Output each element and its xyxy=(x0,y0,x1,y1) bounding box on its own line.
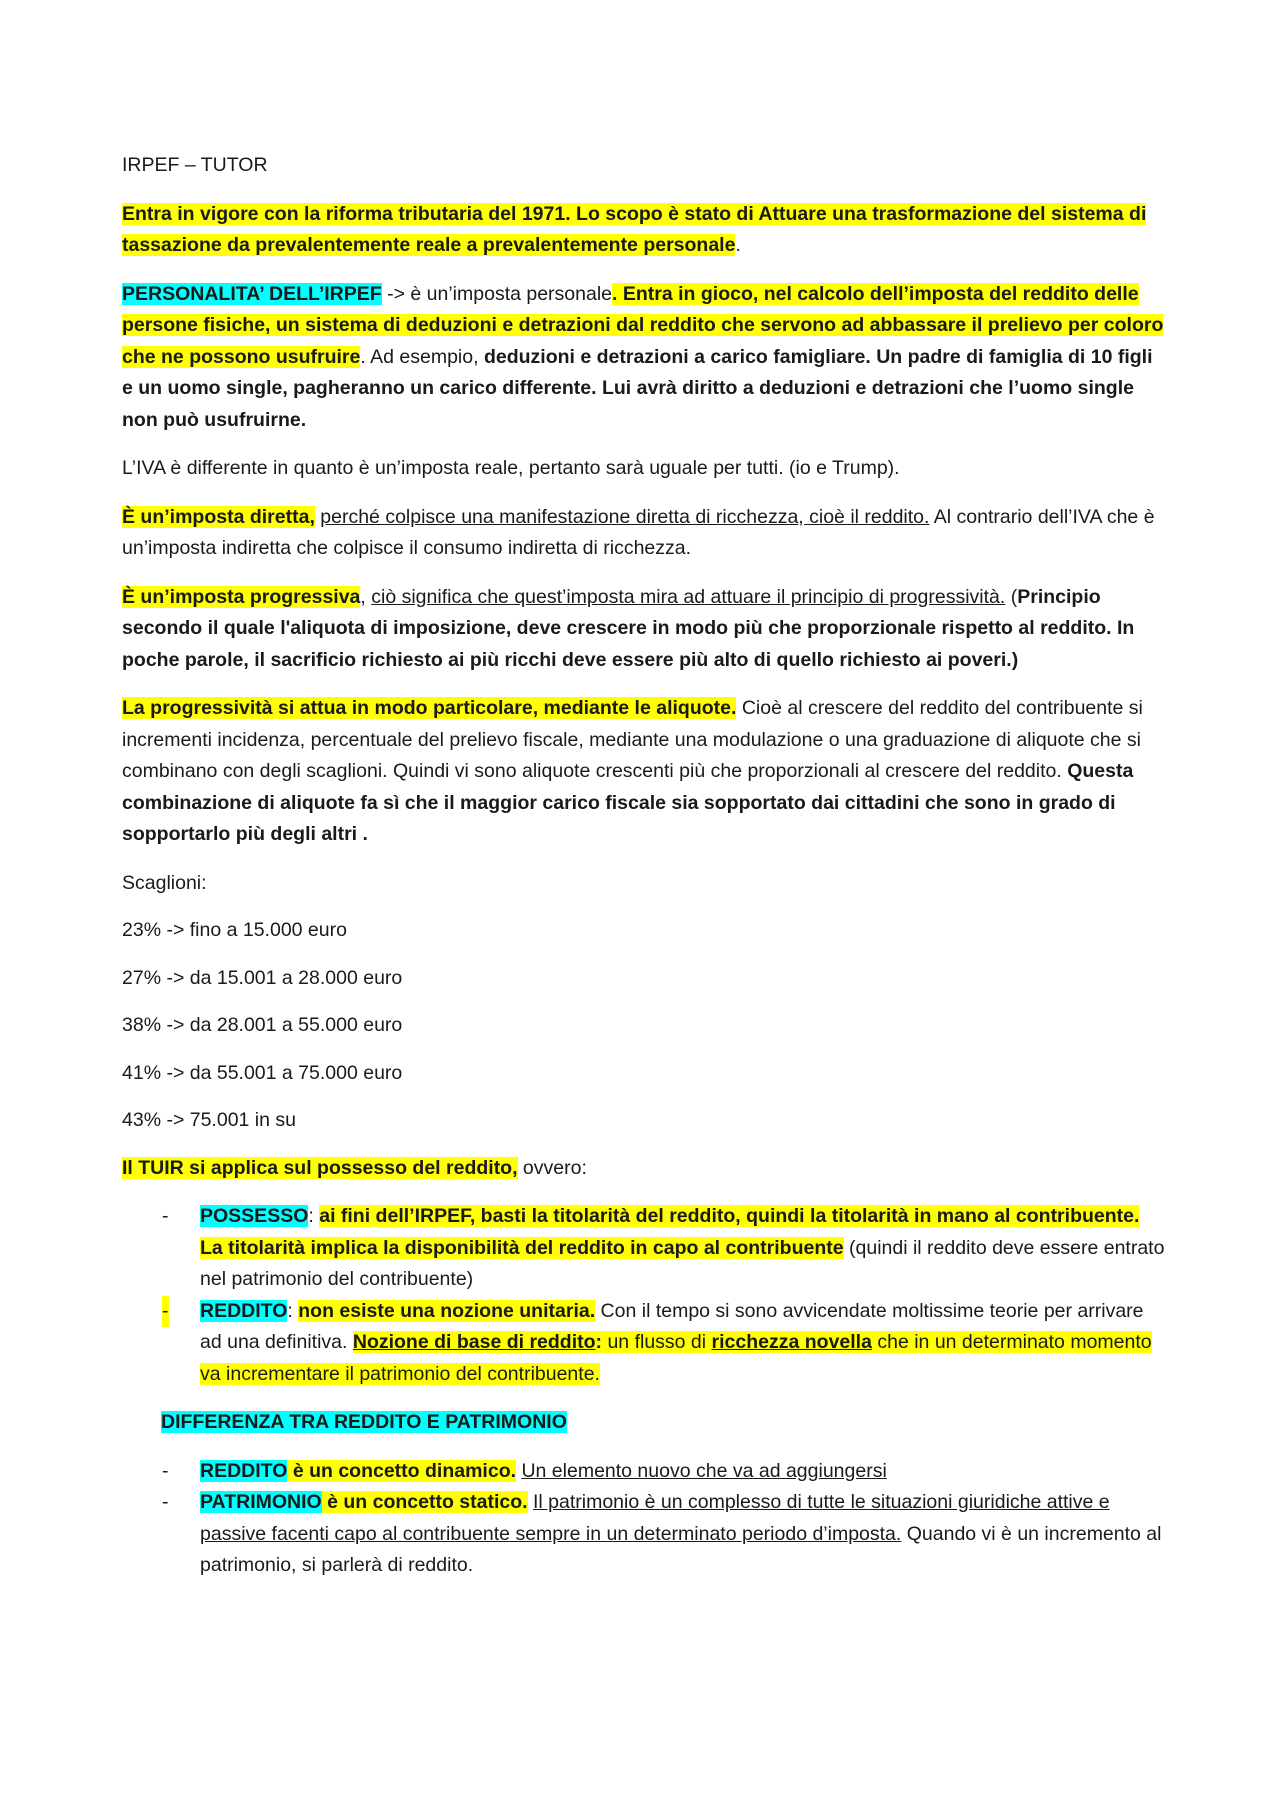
highlight-aliquote: La progressività si attua in modo particolare, mediante le aliquote. xyxy=(122,697,737,719)
paragraph-riforma xyxy=(122,199,1167,262)
label-patrimonio: PATRIMONIO xyxy=(200,1491,322,1513)
text-paren: ( xyxy=(1005,585,1018,608)
dash-marker: - xyxy=(162,1491,169,1513)
dash-marker: - xyxy=(162,1459,169,1482)
highlight-flusso: un flusso di xyxy=(602,1331,712,1353)
label-reddito: REDDITO xyxy=(200,1299,288,1322)
highlight-tuir: Il TUIR si applica sul possesso del reddito, xyxy=(122,1156,518,1179)
text-incremento-patrimonio: Quando vi è un incremento al patrimonio, si parlerà di reddito. xyxy=(200,1522,1162,1576)
label-possesso: POSSESSO xyxy=(200,1205,309,1227)
list-item-possesso xyxy=(122,1201,1167,1296)
highlight-deduzioni: . Entra in gioco, nel calcolo dell’imposta del reddito delle persone fisiche, un sistema di deduzioni e detrazioni dal reddito che servono ad abbassare il prelievo per coloro che ne possono usufruire xyxy=(122,282,1164,368)
highlight-nozione-base: Nozione di base di reddito xyxy=(352,1331,596,1353)
paragraph-diretta xyxy=(122,502,1167,565)
list-item-reddito xyxy=(122,1296,1167,1391)
text-patrimonio-entrato: (quindi il reddito deve essere entrato nel patrimonio del contribuente) xyxy=(200,1236,1165,1290)
list-reddito-patrimonio xyxy=(122,1456,1167,1582)
bold-carico-famigliare: deduzioni e detrazioni a carico famigliare. Un padre di famiglia di 10 figli e un uomo single, pagheranno un carico differente. Lui avrà diritto a deduzioni e detrazioni che l’uomo single non può usufruirne. xyxy=(122,345,1153,431)
dash-marker: - xyxy=(162,1296,169,1328)
text-comma: , xyxy=(360,585,372,608)
scaglione-item: 23% -> fino a 15.000 euro xyxy=(122,919,347,941)
document-title: IRPEF – TUTOR xyxy=(122,154,268,176)
underline-elemento-nuovo: Un elemento nuovo che va ad aggiungersi xyxy=(521,1459,887,1482)
highlight-progressiva: È un’imposta progressiva xyxy=(122,585,361,608)
heading-differenza xyxy=(161,1407,1167,1439)
scaglioni-label: Scaglioni: xyxy=(122,871,207,894)
document-page xyxy=(122,150,1167,1599)
underline-complesso: Il patrimonio è un complesso di tutte le situazioni giuridiche attive e passive facenti capo al contribuente sempre in un determinato periodo d’imposta. xyxy=(200,1491,1110,1545)
scaglione-item: 41% -> da 55.001 a 75.000 euro xyxy=(122,1061,403,1084)
text-colon: : xyxy=(595,1331,603,1353)
list-possesso-reddito xyxy=(122,1201,1167,1390)
underline-progressivita: ciò significa che quest’imposta mira ad attuare il principio di progressività. xyxy=(371,585,1006,608)
heading-personalita: PERSONALITA’ DELL’IRPEF xyxy=(122,282,382,305)
list-item-reddito-dinamico xyxy=(122,1456,1167,1488)
text-colon: : xyxy=(287,1299,299,1322)
text-esempio: . Ad esempio, xyxy=(360,345,484,368)
paragraph-personalita xyxy=(122,279,1167,437)
text-teorie: Con il tempo si sono avvicendate moltissime teorie per arrivare ad una definitiva. xyxy=(200,1299,1144,1353)
scaglione-item: 27% -> da 15.001 a 28.000 euro xyxy=(122,966,403,989)
label-reddito: REDDITO xyxy=(200,1459,288,1482)
highlight-incremento: che in un determinato momento va incrementare il patrimonio del contribuente. xyxy=(200,1331,1152,1385)
highlight-dinamico: è un concetto dinamico. xyxy=(287,1459,517,1482)
highlight-diretta: È un’imposta diretta, xyxy=(122,505,315,528)
paragraph-tuir xyxy=(122,1153,1167,1185)
bold-principio: Principio secondo il quale l'aliquota di imposizione, deve crescere in modo più che proporzionale rispetto al reddito. In poche parole, il sacrificio richiesto ai più ricchi deve essere più alto di quello richiesto ai poveri.) xyxy=(122,585,1135,671)
list-item-patrimonio-statico xyxy=(122,1487,1167,1582)
highlight-titolarita: ai fini dell’IRPEF, basti la titolarità del reddito, quindi la titolarità in mano al contribuente. La titolarità implica la disponibilità del reddito in capo al contribuente xyxy=(200,1205,1140,1259)
heading-differenza-text: DIFFERENZA TRA REDDITO E PATRIMONIO xyxy=(161,1411,567,1433)
highlight-nozione-unitaria: non esiste una nozione unitaria. xyxy=(298,1299,596,1322)
underline-manifestazione: perché colpisce una manifestazione diretta di ricchezza, cioè il reddito. xyxy=(320,505,930,528)
scaglione-item: 38% -> da 28.001 a 55.000 euro xyxy=(122,1014,403,1036)
paragraph-aliquote xyxy=(122,693,1167,851)
dash-marker: - xyxy=(162,1205,169,1227)
paragraph-iva: L’IVA è differente in quanto è un’imposta reale, pertanto sarà uguale per tutti. (io e Trump). xyxy=(122,457,900,479)
text-personale: -> è un’imposta personale xyxy=(381,282,613,305)
text-ovvero: ovvero: xyxy=(517,1156,587,1179)
highlight-riforma: Entra in vigore con la riforma tributaria del 1971. Lo scopo è stato di Attuare una trasformazione del sistema di tassazione da prevalentemente reale a prevalentemente personale xyxy=(122,202,1147,256)
scaglione-item: 43% -> 75.001 in su xyxy=(122,1109,296,1131)
text-iva-indiretta: Al contrario dell’IVA che è un’imposta indiretta che colpisce il consumo indiretta di ricchezza. xyxy=(122,505,1155,559)
paragraph-progressiva xyxy=(122,582,1167,677)
highlight-statico: è un concetto statico. xyxy=(321,1491,528,1513)
text-colon: : xyxy=(308,1205,320,1227)
text-period: . xyxy=(735,234,741,256)
bold-combinazione: Questa combinazione di aliquote fa sì che il maggior carico fiscale sia sopportato dai cittadini che sono in grado di sopportarlo più degli altri . xyxy=(122,760,1134,845)
text-aliquote: Cioè al crescere del reddito del contribuente si incrementi incidenza, percentuale del prelievo fiscale, mediante una modulazione o una graduazione di aliquote che si combinano con degli scaglioni. Quindi vi sono aliquote crescenti più che proporzionali al crescere del reddito. xyxy=(122,697,1143,782)
highlight-ricchezza-novella: ricchezza novella xyxy=(711,1331,872,1353)
